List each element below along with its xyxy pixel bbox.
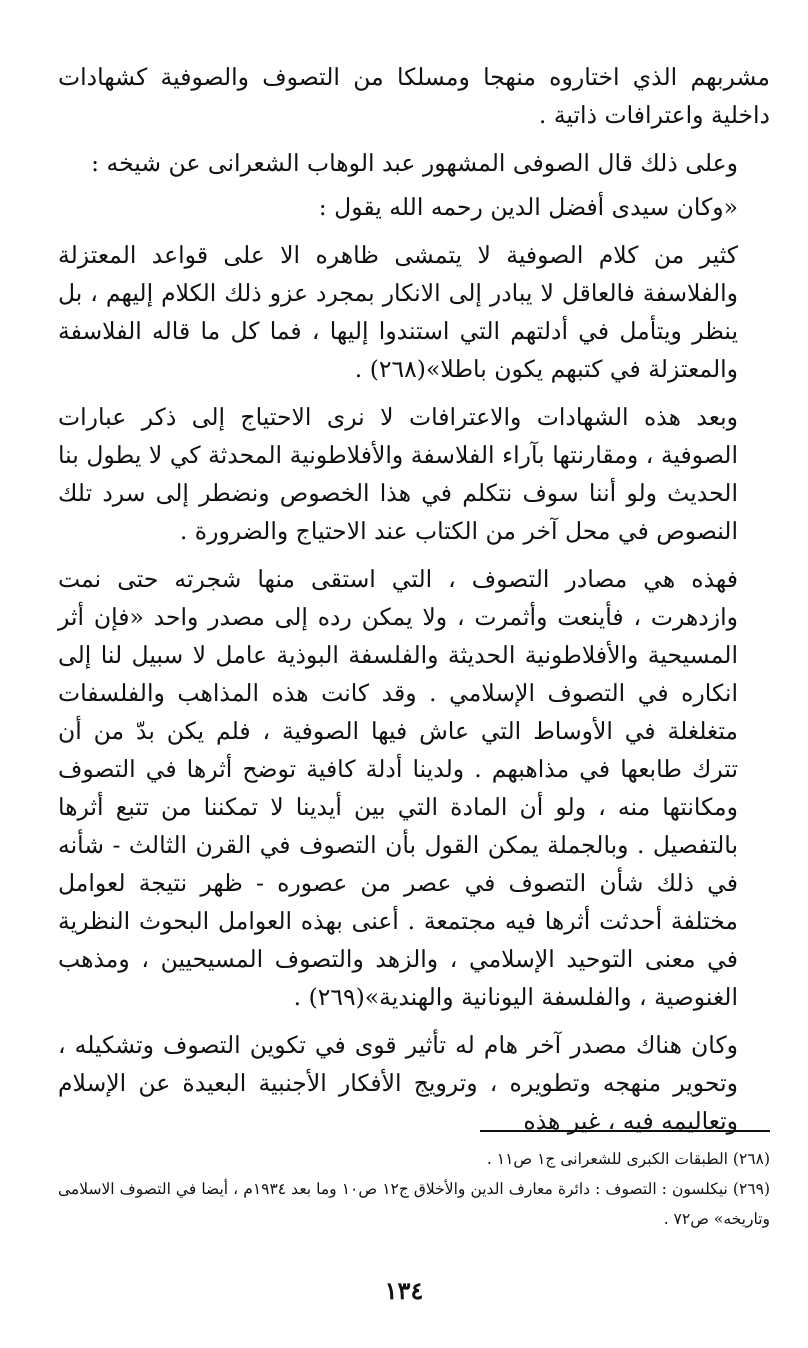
paragraph-continuation: مشربهم الذي اختاروه منهجا ومسلكا من التصوف والصوفية كشهادات داخلية واعترافات ذاتية . — [58, 63, 770, 129]
paragraph-testimonies: وبعد هذه الشهادات والاعترافات لا نرى الاحتياج إلى ذكر عبارات الصوفية ، ومقارنتها بآراء الفلاسفة والأفلاطونية المحدثة كي لا يطول بنا الحديث ولو أننا سوف نتكلم في هذا الخصوص ونضطر إلى سرد تلك النصوص في محل آخر من الكتاب عند الاحتياج والضرورة . — [58, 403, 738, 545]
paragraph-sources: فهذه هي مصادر التصوف ، التي استقى منها شجرته حتى نمت وازدهرت ، فأينعت وأثمرت ، ولا يمكن رده إلى مصدر واحد «فإن أثر المسيحية والأفلاطونية الحديثة والفلسفة البوذية عامل لا سبيل لنا إلى انكاره في التصوف الإسلامي . وقد كانت هذه المذاهب والفلسفات متغلغلة في الأوساط التي عاش فيها الصوفية ، فلم يكن بدّ من أن تترك طابعها في مذاهبهم . ولدينا أدلة كافية توضح أثرها في التصوف ومكانتها منه ، ولو أن المادة التي بين أيدينا لا تمكننا من تتبع أثرها بالتفصيل . وبالجملة يمكن القول بأن التصوف في القرن الثالث - شأنه في ذلك شأن التصوف في عصر من عصوره - ظهر نتيجة لعوامل مختلفة أحدثت أثرها فيه مجتمعة . أعنى بهذه العوامل البحوث النظرية في معنى التوحيد الإسلامي ، والزهد والتصوف المسيحيين ، ومذهب الغنوصية ، والفلسفة اليونانية والهندية»(٢٦٩) . — [58, 565, 738, 1011]
quote-opening-line: «وكان سيدى أفضل الدين رحمه الله يقول : — [318, 193, 738, 221]
quote-body: كثير من كلام الصوفية لا يتمشى ظاهره الا على قواعد المعتزلة والفلاسفة فالعاقل لا يبادر إلى الانكار بمجرد عزو ذلك الكلام إليهم ، بل ينظر ويتأمل في أدلتهم التي استندوا إليها ، فما كل ما قاله الفلاسفة والمعتزلة في كتبهم يكون باطلا»(٢٦٨) . — [58, 241, 738, 383]
footnotes — [58, 1130, 770, 1234]
body-text — [58, 58, 770, 1140]
footnote-269: (٢٦٩) نيكلسون : التصوف : دائرة معارف الدين والأخلاق ج١٢ ص١٠ وما بعد ١٩٣٤م ، أيضا في التصوف الاسلامى وتاريخه» ص٧٢ . — [58, 1180, 771, 1228]
footnote-divider — [480, 1130, 770, 1132]
page-number: ١٣٤ — [384, 1276, 424, 1305]
footnote-268: (٢٦٨) الطبقات الكبرى للشعرانى ج١ ص١١ . — [486, 1150, 770, 1168]
paragraph-intro-quote: وعلى ذلك قال الصوفى المشهور عبد الوهاب الشعرانى عن شيخه : — [91, 149, 738, 177]
paragraph-another-source: وكان هناك مصدر آخر هام له تأثير قوى في تكوين التصوف وتشكيله ، وتحوير منهجه وتطويره ، وترويج الأفكار الأجنبية البعيدة عن الإسلام وتعاليمه فيه ، غير هذه — [58, 1031, 738, 1135]
